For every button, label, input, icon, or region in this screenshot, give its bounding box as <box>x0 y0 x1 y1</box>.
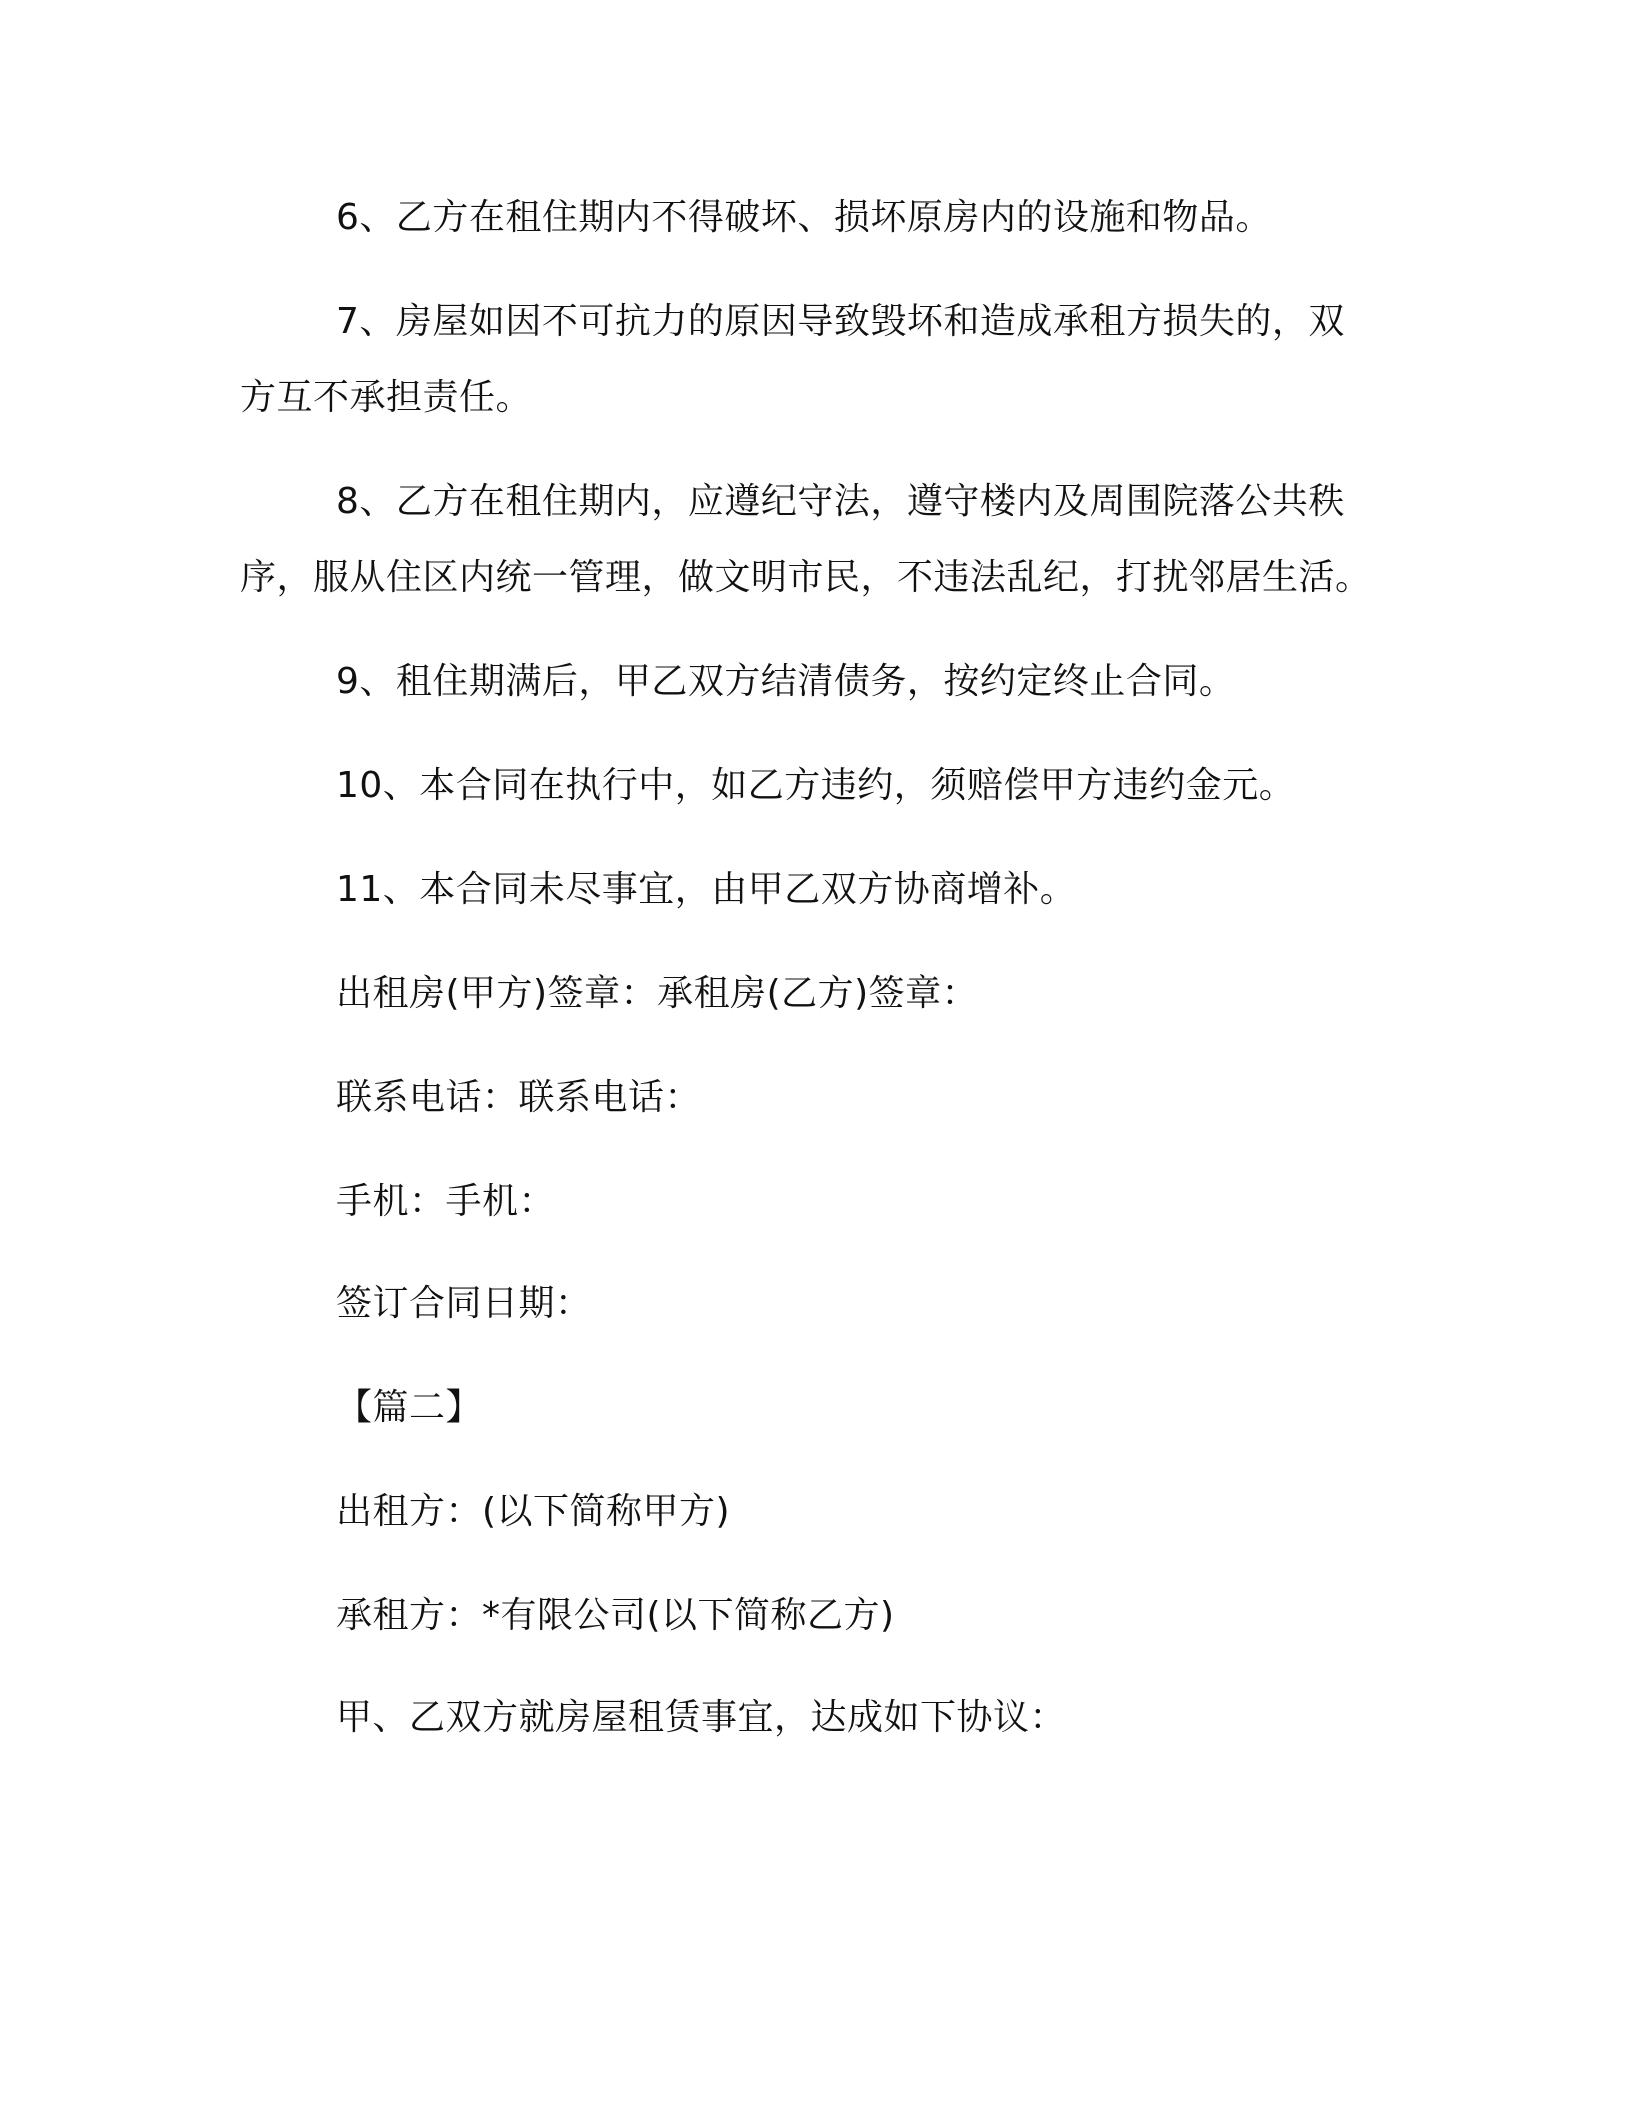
lessee-line: 承租方：*有限公司(以下简称乙方) <box>336 1595 895 1636</box>
clause-7: 7、房屋如因不可抗力的原因导致毁坏和造成承租方损失的，双方互不承担责任。 <box>240 301 1345 418</box>
lessor-line: 出租方：(以下简称甲方) <box>336 1491 731 1532</box>
clause-6: 6、乙方在租住期内不得破坏、损坏原房内的设施和物品。 <box>336 197 1272 238</box>
clause-8: 8、乙方在租住期内，应遵纪守法，遵守楼内及周围院落公共秩序，服从住区内统一管理，做文明市民，不违法乱纪，打扰邻居生活。 <box>240 481 1372 598</box>
section-heading-part-two: 【篇二】 <box>336 1387 483 1428</box>
clause-11: 11、本合同未尽事宜，由甲乙双方协商增补。 <box>336 869 1077 910</box>
signing-date-line: 签订合同日期： <box>336 1283 592 1324</box>
agreement-intro: 甲、乙双方就房屋租赁事宜，达成如下协议： <box>336 1697 1067 1738</box>
clause-9: 9、租住期满后，甲乙双方结清债务，按约定终止合同。 <box>336 661 1236 702</box>
signature-line: 出租房(甲方)签章：承租房(乙方)签章： <box>336 973 979 1014</box>
phone-line: 联系电话：联系电话： <box>336 1077 702 1118</box>
mobile-line: 手机：手机： <box>336 1181 556 1222</box>
clause-10: 10、本合同在执行中，如乙方违约，须赔偿甲方违约金元。 <box>336 765 1296 806</box>
